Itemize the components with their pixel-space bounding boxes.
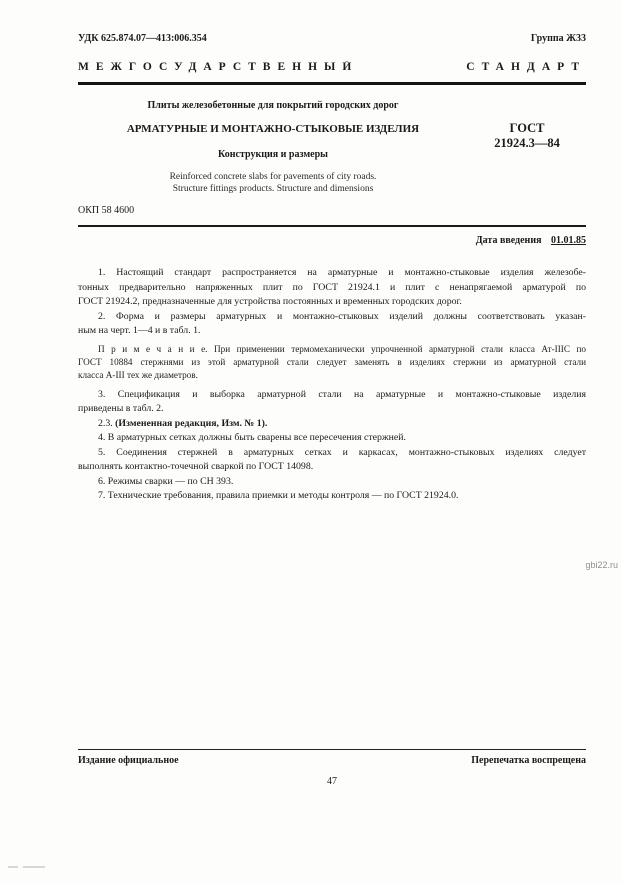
group-code: Группа Ж33 <box>530 33 586 44</box>
title-left-column <box>78 85 468 216</box>
body-line: 3. Спецификация и выборка арматурной стали на арматурные и монтажно-стыковые изделия <box>98 388 586 400</box>
body-line: выполнять контактно-точечной сваркой по ГОСТ 14098. <box>78 461 314 472</box>
clause-2-3-amendment <box>78 417 586 432</box>
reprint-notice: Перепечатка воспрещена <box>471 755 586 766</box>
effective-date-line <box>78 235 586 246</box>
title-subject-en: Reinforced concrete slabs for pavements of city roads. <box>169 172 377 182</box>
body-line: 1. Настоящий стандарт распространяется на арматурные и монтажно-стыковые изделия железобе- <box>98 267 586 278</box>
title-english <box>78 172 468 195</box>
body-line: ным на черт. 1—4 и в табл. 1. <box>78 325 201 336</box>
title-block <box>78 85 586 216</box>
gost-label: ГОСТ <box>509 121 545 135</box>
site-watermark: gbi22.ru <box>585 560 618 570</box>
note-line: ГОСТ 10884 стержнями из этой арматурной стали следует заменять в изделиях стержни из арматурной стали <box>78 356 586 367</box>
standard-type-heading: МЕЖГОСУДАРСТВЕННЫЙ СТАНДАРТ <box>78 61 586 73</box>
title-product-ru: АРМАТУРНЫЕ И МОНТАЖНО-СТЫКОВЫЕ ИЗДЕЛИЯ <box>126 123 420 135</box>
body-line: 5. Соединения стержней в арматурных сетках и каркасах, монтажно-стыковых изделиях следует <box>98 446 586 458</box>
amendment-text: (Измененная редакция, Изм. № 1). <box>115 417 268 429</box>
clause-5 <box>78 446 586 475</box>
footer-rule <box>78 749 586 750</box>
clause-1 <box>78 266 586 310</box>
okp-code: ОКП 58 4600 <box>78 205 135 216</box>
title-subject-ru: Плиты железобетонные для покрытий городских дорог <box>147 100 399 111</box>
note-line: П р и м е ч а н и е. При применении термомеханически упрочненной арматурной стали класса Ат-IIIС по <box>98 343 586 354</box>
amendment-prefix: 2.3. <box>98 417 116 429</box>
effective-date-value: 01.01.85 <box>551 235 586 246</box>
clause-3 <box>78 388 586 417</box>
title-bottom-rule <box>78 225 586 227</box>
body-line: ГОСТ 21924.2, предназначенные для устройства постоянных и временных городских дорог. <box>78 296 462 307</box>
scan-artifact <box>8 866 54 870</box>
body-line: тонных предварительно напряженных плит по ГОСТ 21924.1 и плит с ненапрягаемой арматурой по <box>78 281 586 293</box>
udk-code: УДК 625.874.07—413:006.354 <box>78 33 207 44</box>
title-subtitle-en: Structure fittings products. Structure and dimensions <box>172 183 374 194</box>
clause-6: 6. Режимы сварки — по СН 393. <box>98 475 234 487</box>
footer-notices <box>78 755 586 766</box>
title-subtitle-ru: Конструкция и размеры <box>218 149 328 160</box>
gost-number: 21924.3—84 <box>494 136 560 150</box>
clause-2 <box>78 310 586 339</box>
page-footer <box>78 749 586 787</box>
clause-7: 7. Технические требования, правила приемки и методы контроля — по ГОСТ 21924.0. <box>98 490 459 501</box>
body-line: приведены в табл. 2. <box>78 403 164 414</box>
clause-note <box>78 343 586 382</box>
body-line: 2. Форма и размеры арматурных и монтажно-стыковых изделий должны соответствовать указан- <box>98 310 586 322</box>
gost-designation <box>468 85 586 216</box>
document-body <box>78 266 586 504</box>
document-header <box>78 33 586 44</box>
clause-4: 4. В арматурных сетках должны быть сварены все пересечения стержней. <box>98 432 406 443</box>
official-edition-notice: Издание официальное <box>78 755 179 766</box>
effective-date-label: Дата введения <box>475 235 542 246</box>
page-number: 47 <box>327 776 337 787</box>
note-line: класса А-III тех же диаметров. <box>78 369 198 380</box>
